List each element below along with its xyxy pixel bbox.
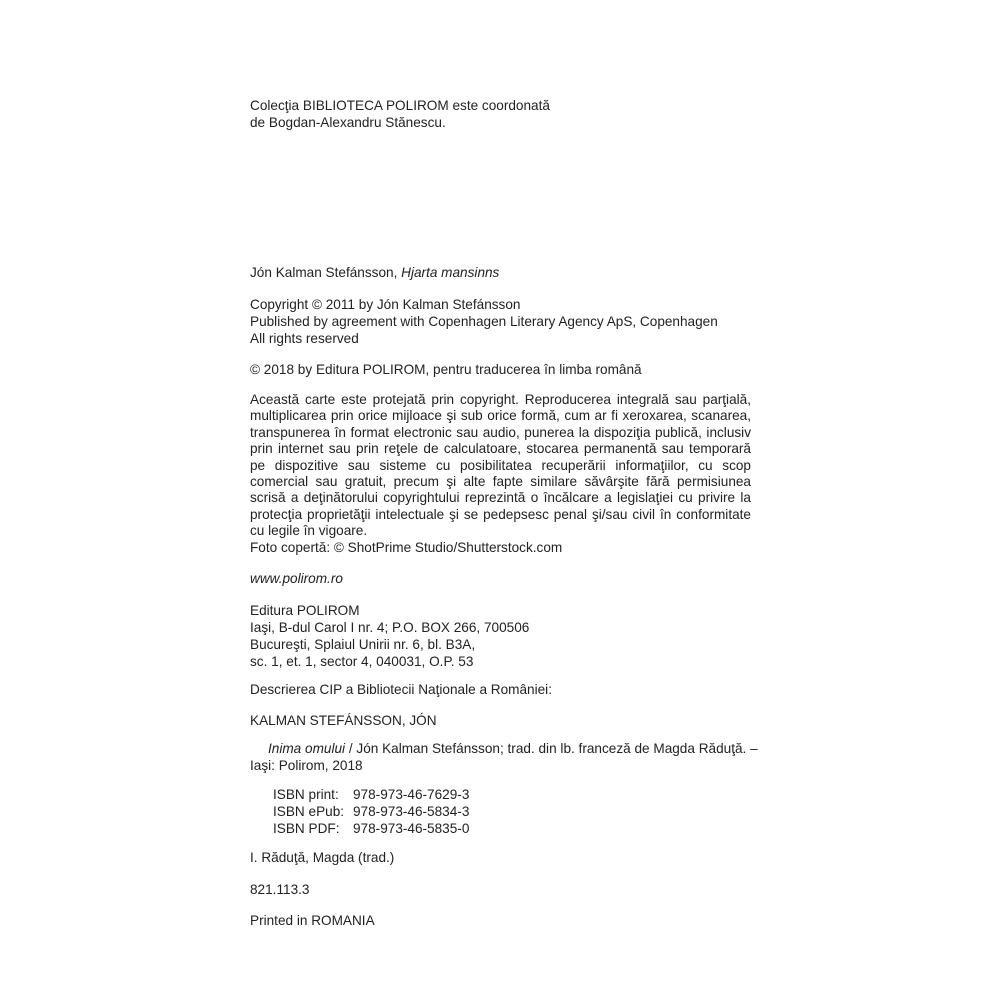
isbn-print-row (273, 786, 469, 803)
collection-note-line-1: Colecţia BIBLIOTECA POLIROM este coordonată (250, 98, 550, 113)
cip-entry-rest: / Jón Kalman Stefánsson; trad. din lb. franceză de Magda Răduţă. – (345, 741, 758, 756)
copyright-line-2: Published by agreement with Copenhagen Literary Agency ApS, Copenhagen (250, 314, 718, 329)
photo-credit: Foto copertă: © ShotPrime Studio/Shutterstock.com (250, 540, 563, 555)
isbn-print-label: ISBN print: (273, 787, 339, 802)
udc-number: 821.113.3 (250, 882, 310, 897)
isbn-block (273, 786, 469, 837)
translator-note: I. Răduţă, Magda (trad.) (250, 850, 395, 865)
isbn-epub-row (273, 803, 469, 820)
cip-heading: Descrierea CIP a Bibliotecii Naţionale a României: (250, 682, 552, 697)
collection-note (250, 97, 550, 131)
publisher-address-line-3: sc. 1, et. 1, sector 4, 040031, O.P. 53 (250, 654, 474, 669)
printed-in: Printed in ROMANIA (250, 913, 375, 928)
isbn-pdf-value: 978-973-46-5835-0 (353, 821, 470, 836)
isbn-epub-label: ISBN ePub: (273, 804, 345, 819)
cip-entry-line-2: Iaşi: Polirom, 2018 (250, 758, 363, 773)
publisher-address-line-1: Iaşi, B-dul Carol I nr. 4; P.O. BOX 266, 700506 (250, 620, 530, 635)
cip-entry (250, 740, 758, 774)
original-title-line (250, 264, 499, 281)
isbn-print-value: 978-973-46-7629-3 (353, 787, 470, 802)
collection-note-line-2: de Bogdan-Alexandru Stănescu. (250, 115, 446, 130)
original-author: Jón Kalman Stefánsson, (250, 265, 402, 280)
copyright-line-1: Copyright © 2011 by Jón Kalman Stefánsson (250, 297, 521, 312)
original-title: Hjarta mansinns (401, 265, 500, 280)
publisher-address-line-2: Bucureşti, Splaiul Unirii nr. 6, bl. B3A, (250, 637, 476, 652)
publisher-website: www.polirom.ro (250, 571, 343, 586)
cip-entry-line-1 (250, 740, 758, 757)
isbn-pdf-label: ISBN PDF: (273, 821, 340, 836)
publisher-address-block (250, 602, 529, 670)
romanian-copyright: © 2018 by Editura POLIROM, pentru traducerea în limba română (250, 362, 642, 377)
cip-author: KALMAN STEFÁNSSON, JÓN (250, 713, 437, 728)
publisher-name: Editura POLIROM (250, 603, 360, 618)
copyright-block (250, 296, 718, 347)
cip-book-title: Inima omului (268, 741, 346, 756)
isbn-epub-value: 978-973-46-5834-3 (353, 804, 470, 819)
isbn-pdf-row (273, 820, 469, 837)
legal-paragraph: Această carte este protejată prin copyright. Reproducerea integrală sau parţială, multiplicarea prin orice mijloace şi sub orice formă, cum ar fi xeroxarea, scanarea, transpunerea în format electronic sau audio, punerea la dispoziţia publică, inclusiv prin internet sau prin reţele de calculatoare, stocarea permanentă sau temporară pe dispozitive sau sisteme cu posibilitatea recuperării informaţiilor, cu scop comercial sau gratuit, precum şi alte fapte similare săvârşite fără permisiunea scrisă a deţinătorului copyrightului reprezintă o încălcare a legislaţiei cu privire la protecţia proprietăţii intelectuale şi se pedepsesc penal şi/sau civil în conformitate cu legile în vigoare. (250, 392, 751, 539)
copyright-line-3: All rights reserved (250, 331, 359, 346)
